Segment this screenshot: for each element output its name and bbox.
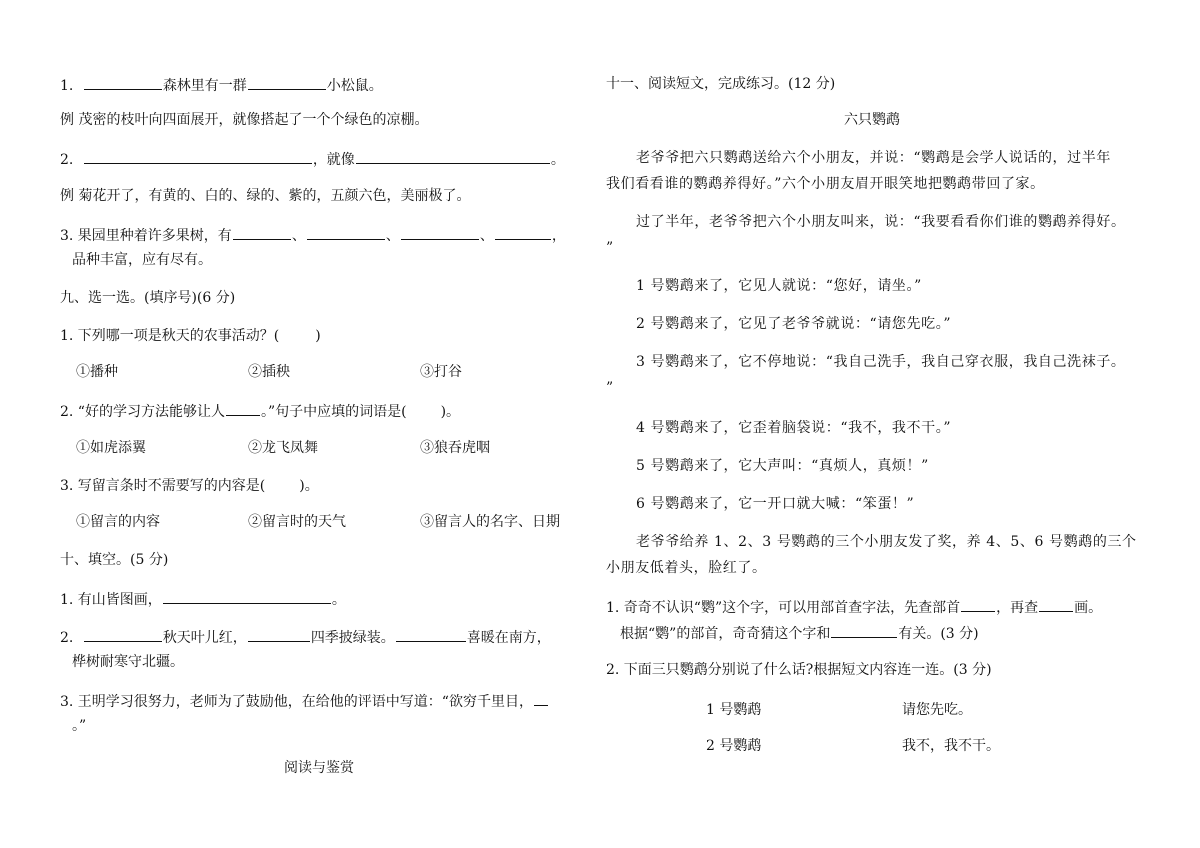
question-text: 四季披绿装。 [310,630,395,646]
question-text: 1. 下列哪一项是秋天的农事活动？( [60,328,280,344]
question-text: 1. 有山皆图画， [60,592,162,608]
question-text: ，就像 [312,152,355,168]
story-para-9-line-1: 老爷爷给养 1、2、3 号鹦鹉的三个小朋友发了奖，养 4、5、6 号鹦鹉的三个 [636,534,1137,550]
s9-q2-option-2[interactable]: ②龙飞凤舞 [248,440,318,456]
question-text: 3. 果园里种着许多果树，有 [60,228,232,244]
question-text: 画。 [1074,600,1103,616]
story-para-2-line-1: 过了半年，老爷爷把六个小朋友叫来，说：“我要看看你们谁的鹦鹉养得好。 [636,214,1126,230]
s9-q3-option-3[interactable]: ③留言人的名字、日期 [420,514,560,530]
separator: 。 [331,592,346,608]
s11-question-1 [606,596,1102,618]
section-10-title: 十、填空。(5 分) [60,552,169,568]
question-text: 根据“鹦”的部首，奇奇猜这个字和 [620,626,831,642]
question-3-line2: 品种丰富，应有尽有。 [72,252,212,268]
story-para-6: 4 号鹦鹉来了，它歪着脑袋说：“我不，我不干。” [636,420,952,436]
story-para-2-line-2: ” [606,240,614,256]
question-text: 。”句子中应填的词语是( [260,404,407,420]
question-text: 3. 写留言条时不需要写的内容是( [60,478,266,494]
answer-blank[interactable] [1039,596,1073,612]
s9-q1-option-3[interactable]: ③打谷 [420,364,462,380]
separator: ， [551,228,566,244]
question-1-fill [60,74,383,96]
match-left-1[interactable]: 1 号鹦鹉 [706,702,762,718]
s9-q3-option-2[interactable]: ②留言时的天气 [248,514,346,530]
example-label: 例 [60,112,74,128]
s9-q2-option-1[interactable]: ①如虎添翼 [76,440,146,456]
s11-question-2: 2. 下面三只鹦鹉分别说了什么话?根据短文内容连一连。(3 分) [606,662,992,678]
answer-blank[interactable] [961,596,995,612]
section-footer-heading: 阅读与鉴赏 [284,760,354,776]
paren-close: )。 [440,404,461,420]
story-para-5-line-1: 3 号鹦鹉来了，它不停地说：“我自己洗手，我自己穿衣服，我自己洗袜子。 [636,354,1126,370]
question-number: 1. [60,78,74,94]
story-para-5-line-2: ” [606,380,614,396]
answer-blank[interactable] [356,148,550,164]
question-text: 喜暖在南方， [466,630,551,646]
answer-blank[interactable] [396,626,466,642]
answer-blank[interactable] [84,148,312,164]
question-number: 2. [60,152,74,168]
story-para-3: 1 号鹦鹉来了，它见人就说：“您好，请坐。” [636,278,922,294]
story-para-7: 5 号鹦鹉来了，它大声叫：“真烦人，真烦！” [636,458,929,474]
question-text: 秋天叶儿红， [162,630,247,646]
paren-close: )。 [299,478,319,494]
s9-q2-option-3[interactable]: ③狼吞虎咽 [420,440,490,456]
story-title: 六只鹦鹉 [844,112,900,128]
match-left-2[interactable]: 2 号鹦鹉 [706,738,762,754]
s9-question-2 [60,400,460,422]
question-text: ，再查 [996,600,1039,616]
answer-blank[interactable] [307,224,385,240]
story-para-8: 6 号鹦鹉来了，它一开口就大喊：“笨蛋！” [636,496,915,512]
match-right-2[interactable]: 我不，我不干。 [902,738,1000,754]
s9-question-3 [60,476,319,496]
story-para-1-line-1: 老爷爷把六只鹦鹉送给六个小朋友，并说：“鹦鹉是会学人说话的，过半年 [636,150,1111,166]
question-number: 2. [60,630,74,646]
section-9-title: 九、选一选。(填序号)(6 分) [60,290,236,306]
answer-blank[interactable] [84,74,162,90]
separator: 、 [385,228,400,244]
question-text: 。 [550,152,565,168]
question-text: 2. “好的学习方法能够让人 [60,404,225,420]
example-1 [60,110,428,130]
s9-q3-option-1[interactable]: ①留言的内容 [76,514,160,530]
example-label: 例 [60,188,74,204]
example-text: 菊花开了，有黄的、白的、绿的、紫的，五颜六色，美丽极了。 [78,188,471,204]
match-right-1[interactable]: 请您先吃。 [902,702,972,718]
answer-blank[interactable] [84,626,162,642]
story-para-4: 2 号鹦鹉来了，它见了老爷爷就说：“请您先吃。” [636,316,952,332]
question-3-fill [60,224,566,246]
s9-q1-option-1[interactable]: ①播种 [76,364,118,380]
section-11-title: 十一、阅读短文，完成练习。(12 分) [606,76,836,92]
answer-blank[interactable] [495,224,551,240]
answer-blank[interactable] [831,622,897,638]
question-text: 3. 王明学习很努力，老师为了鼓励他，在给他的评语中写道：“欲穷千里目， [60,694,533,710]
answer-blank[interactable] [233,224,291,240]
answer-blank[interactable] [534,690,548,706]
s9-q1-option-2[interactable]: ②插秧 [248,364,290,380]
question-text: 1. 奇奇不认识“鹦”这个字，可以用部首查字法，先查部首 [606,600,961,616]
s9-question-1 [60,326,321,346]
answer-blank[interactable] [226,400,260,416]
s10-question-2-line2: 桦树耐寒守北疆。 [72,654,184,670]
answer-blank[interactable] [248,74,326,90]
story-para-1-line-2: 我们看看谁的鹦鹉养得好。”六个小朋友眉开眼笑地把鹦鹉带回了家。 [606,176,1045,192]
example-text: 茂密的枝叶向四面展开，就像搭起了一个个绿色的凉棚。 [78,112,429,128]
s11-question-1-line2 [620,622,979,644]
s10-question-3-line2: 。” [72,718,87,734]
paren-close: ) [315,328,321,344]
question-text: 森林里有一群 [162,78,247,94]
question-2-fill [60,148,565,170]
answer-blank[interactable] [401,224,479,240]
question-text: 有关。(3 分) [898,626,979,642]
separator: 、 [479,228,494,244]
s10-question-2 [60,626,551,648]
example-2 [60,186,470,206]
s10-question-3 [60,690,549,712]
answer-blank[interactable] [248,626,310,642]
story-para-9-line-2: 小朋友低着头，脸红了。 [606,560,767,576]
answer-blank[interactable] [163,588,331,604]
separator: 、 [291,228,306,244]
question-text: 小松鼠。 [326,78,383,94]
s10-question-1 [60,588,346,610]
